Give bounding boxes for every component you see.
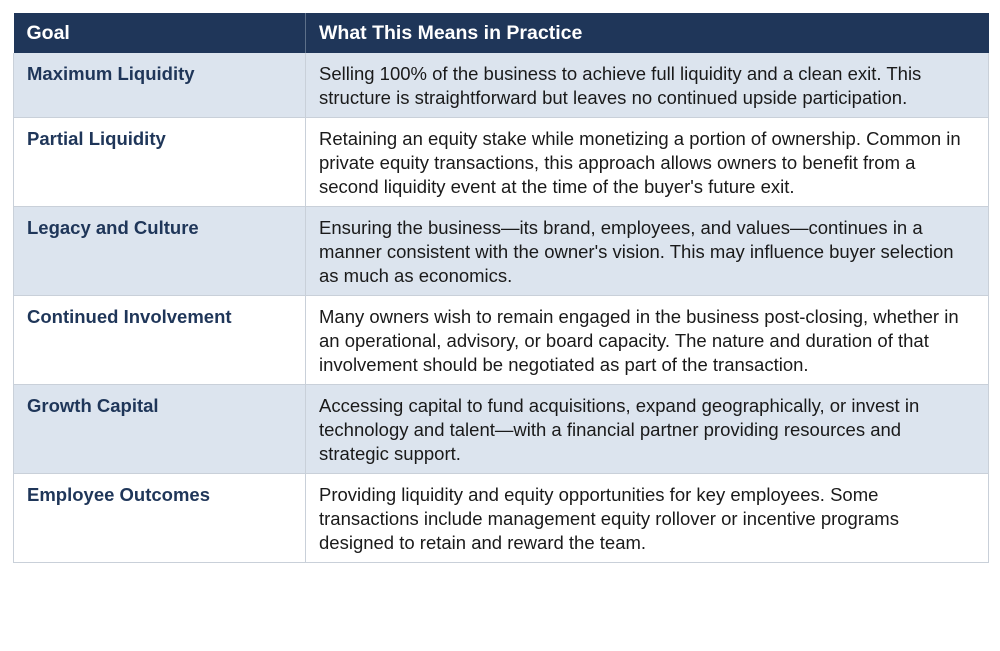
table-row [14, 474, 989, 563]
table-row [14, 118, 989, 207]
table-body [14, 53, 989, 563]
goal-cell: Partial Liquidity [14, 118, 306, 207]
goal-cell: Maximum Liquidity [14, 53, 306, 118]
table-row [14, 385, 989, 474]
practice-cell: Selling 100% of the business to achieve full liquidity and a clean exit. This structure is straightforward but leaves no continued upside participation. [306, 53, 989, 118]
header-row [14, 13, 989, 53]
table-row [14, 53, 989, 118]
goal-cell: Growth Capital [14, 385, 306, 474]
header-goal: Goal [14, 13, 306, 53]
practice-cell: Many owners wish to remain engaged in the business post-closing, whether in an operational, advisory, or board capacity. The nature and duration of that involvement should be negotiated as part of the transaction. [306, 296, 989, 385]
table-header [14, 13, 989, 53]
practice-cell: Accessing capital to fund acquisitions, expand geographically, or invest in technology and talent—with a financial partner providing resources and strategic support. [306, 385, 989, 474]
goal-cell: Continued Involvement [14, 296, 306, 385]
practice-cell: Ensuring the business—its brand, employees, and values—continues in a manner consistent with the owner's vision. This may influence buyer selection as much as economics. [306, 207, 989, 296]
table-row [14, 296, 989, 385]
practice-cell: Providing liquidity and equity opportunities for key employees. Some transactions include management equity rollover or incentive programs designed to retain and reward the team. [306, 474, 989, 563]
goals-table [13, 13, 989, 563]
practice-cell: Retaining an equity stake while monetizing a portion of ownership. Common in private equity transactions, this approach allows owners to benefit from a second liquidity event at the time of the buyer's future exit. [306, 118, 989, 207]
table-row [14, 207, 989, 296]
header-practice: What This Means in Practice [306, 13, 989, 53]
goal-cell: Employee Outcomes [14, 474, 306, 563]
goal-cell: Legacy and Culture [14, 207, 306, 296]
